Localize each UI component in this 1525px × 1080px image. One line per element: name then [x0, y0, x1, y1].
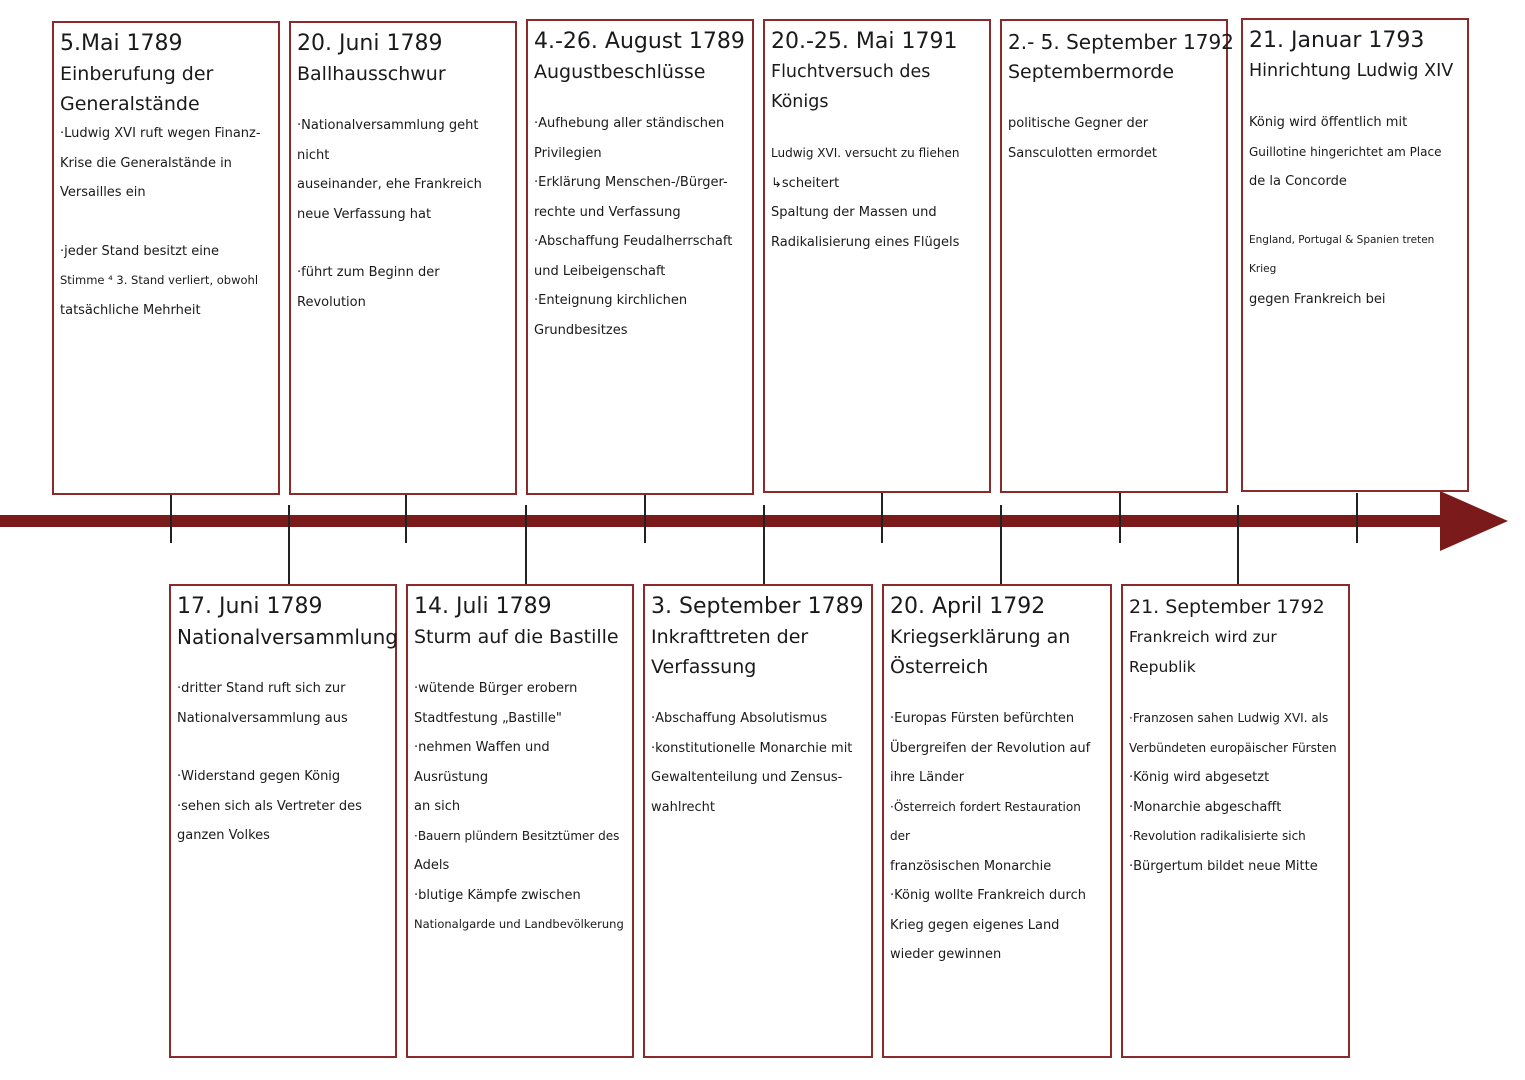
event-points — [651, 704, 865, 822]
event-points — [1129, 704, 1342, 881]
event-point: rechte und Verfassung — [534, 204, 681, 220]
timeline-tick — [1119, 493, 1121, 543]
event-date: 20.-25. Mai 1791 — [771, 29, 958, 54]
event-points — [60, 119, 272, 325]
event-point: ·König wird abgesetzt — [1129, 770, 1270, 785]
event-point: ·Nationalversammlung geht nicht — [297, 118, 479, 163]
event-point: ·Abschaffung Feudalherrschaft — [534, 234, 733, 249]
event-point: Spaltung der Massen und — [771, 205, 937, 220]
event-point: ·Österreich fordert Restauration der — [890, 799, 1081, 843]
event-point: ·blutige Kämpfe zwischen — [414, 887, 581, 903]
event-point: Ludwig XVI. versucht zu fliehen — [771, 146, 960, 160]
event-title: Kriegserklärung an Österreich — [890, 626, 1071, 678]
event-point: tatsächliche Mehrheit — [60, 302, 201, 318]
event-point: gegen Frankreich bei — [1249, 291, 1386, 307]
event-point: Übergreifen der Revolution auf — [890, 740, 1091, 756]
event-point: ·König wollte Frankreich durch — [890, 888, 1086, 903]
event-point: französischen Monarchie — [890, 858, 1052, 874]
event-point: ↳scheitert — [771, 175, 840, 191]
event-point: Radikalisierung eines Flügels — [771, 234, 960, 250]
event-points — [890, 704, 1104, 970]
event-points — [1249, 108, 1461, 314]
event-point: ·Europas Fürsten befürchten — [890, 711, 1075, 726]
event-point: ·nehmen Waffen und Ausrüstung — [414, 740, 550, 785]
event-title: Frankreich wird zur Republik — [1129, 628, 1277, 676]
event-date: 4.-26. August 1789 — [534, 29, 745, 54]
event-point: Grundbesitzes — [534, 322, 628, 338]
event-card-fluchtversuch — [763, 19, 991, 493]
event-card-verfassung — [643, 584, 873, 1058]
event-point: ·wütende Bürger erobern — [414, 681, 578, 696]
event-point: Krieg gegen eigenes Land — [890, 917, 1060, 933]
timeline-tick — [1237, 505, 1239, 585]
event-point: Sansculotten ermordet — [1008, 145, 1157, 161]
event-point: wieder gewinnen — [890, 947, 1002, 962]
timeline-tick — [525, 505, 527, 585]
event-points — [297, 111, 509, 317]
event-points — [177, 674, 389, 851]
event-title: Ballhausschwur — [297, 63, 446, 85]
event-point: England, Portugal & Spanien treten Krieg — [1249, 233, 1435, 275]
event-point: König wird öffentlich mit — [1249, 115, 1408, 130]
event-date: 17. Juni 1789 — [177, 594, 323, 619]
event-point: ·Aufhebung aller ständischen — [534, 116, 725, 131]
event-point: Verbündeten europäischer Fürsten — [1129, 740, 1337, 755]
timeline-tick — [1356, 493, 1358, 543]
event-point: ·konstitutionelle Monarchie mit — [651, 740, 853, 756]
timeline-tick — [405, 493, 407, 543]
event-title: Inkrafttreten der Verfassung — [651, 626, 809, 678]
event-title: Augustbeschlüsse — [534, 61, 706, 83]
event-point: ·sehen sich als Vertreter des — [177, 798, 362, 814]
event-point: ·Monarchie abgeschafft — [1129, 799, 1282, 815]
event-points — [771, 139, 983, 257]
event-point: ·Bürgertum bildet neue Mitte — [1129, 858, 1318, 874]
event-point: de la Concorde — [1249, 174, 1347, 189]
event-point: ·Erklärung Menschen-/Bürger- — [534, 175, 728, 190]
event-point: Guillotine hingerichtet am Place — [1249, 144, 1442, 159]
timeline-tick — [170, 493, 172, 543]
event-card-ballhausschwur — [289, 21, 517, 495]
event-point: ·Ludwig XVI ruft wegen Finanz- — [60, 126, 261, 141]
event-date: 5.Mai 1789 — [60, 31, 183, 56]
event-title: Fluchtversuch des Königs — [771, 62, 931, 112]
event-date: 20. Juni 1789 — [297, 31, 443, 56]
event-point: Stadtfestung „Bastille" — [414, 710, 562, 726]
event-point: Versailles ein — [60, 185, 146, 200]
event-point: wahlrecht — [651, 799, 715, 815]
timeline-tick — [644, 493, 646, 543]
event-point: Privilegien — [534, 145, 602, 161]
event-point: ·Bauern plündern Besitztümer des — [414, 828, 620, 843]
event-title: Septembermorde — [1008, 61, 1175, 83]
timeline-arrowhead — [1440, 491, 1508, 551]
event-points — [414, 674, 626, 940]
event-card-hinrichtung — [1241, 18, 1469, 492]
timeline-axis — [0, 515, 1450, 527]
event-point: ·Abschaffung Absolutismus — [651, 711, 828, 726]
event-point: Gewaltenteilung und Zensus- — [651, 770, 843, 785]
event-point: politische Gegner der — [1008, 116, 1149, 131]
event-date: 3. September 1789 — [651, 594, 864, 619]
event-card-septembermorde — [1000, 19, 1234, 493]
event-point: Adels — [414, 858, 450, 873]
event-point: an sich — [414, 799, 461, 814]
event-title: Hinrichtung Ludwig XIV — [1249, 61, 1454, 81]
event-card-republik — [1121, 584, 1350, 1058]
timeline-tick — [763, 505, 765, 585]
event-card-kriegserklaerung — [882, 584, 1112, 1058]
event-point: Nationalversammlung aus — [177, 710, 348, 726]
event-point: ihre Länder — [890, 770, 965, 785]
event-point: ·Revolution radikalisierte sich — [1129, 829, 1306, 843]
event-title: Nationalversammlung — [177, 625, 398, 649]
event-point: Stimme ⁴ 3. Stand verliert, obwohl — [60, 273, 259, 287]
event-date: 14. Juli 1789 — [414, 594, 552, 619]
event-card-bastille — [406, 584, 634, 1058]
event-point: auseinander, ehe Frankreich — [297, 177, 482, 192]
event-date: 21. September 1792 — [1129, 596, 1325, 618]
event-point: ·Enteignung kirchlichen — [534, 293, 688, 308]
event-points — [534, 109, 746, 345]
event-point: ganzen Volkes — [177, 828, 270, 843]
event-point: ·jeder Stand besitzt eine — [60, 243, 220, 259]
event-card-nationalversammlung — [169, 584, 397, 1058]
event-date: 2.- 5. September 1792 — [1008, 30, 1234, 54]
timeline-tick — [288, 505, 290, 585]
event-point: und Leibeigenschaft — [534, 263, 666, 279]
event-title: Sturm auf die Bastille — [414, 626, 619, 648]
event-point: ·Franzosen sahen Ludwig XVI. als — [1129, 711, 1329, 725]
event-title: Einberufung der Generalstände — [60, 63, 214, 115]
event-point: ·Widerstand gegen König — [177, 769, 341, 784]
event-point: ·führt zum Beginn der Revolution — [297, 265, 440, 310]
event-point: Nationalgarde und Landbevölkerung — [414, 917, 624, 931]
event-card-einberufung — [52, 21, 280, 495]
event-card-augustbeschluesse — [526, 19, 754, 495]
event-point: Krise die Generalstände in — [60, 155, 232, 171]
timeline-tick — [881, 493, 883, 543]
event-points — [1008, 109, 1220, 168]
event-point: neue Verfassung hat — [297, 206, 432, 222]
event-date: 21. Januar 1793 — [1249, 28, 1425, 53]
event-point: ·dritter Stand ruft sich zur — [177, 681, 346, 696]
event-date: 20. April 1792 — [890, 594, 1046, 619]
timeline-tick — [1000, 505, 1002, 585]
